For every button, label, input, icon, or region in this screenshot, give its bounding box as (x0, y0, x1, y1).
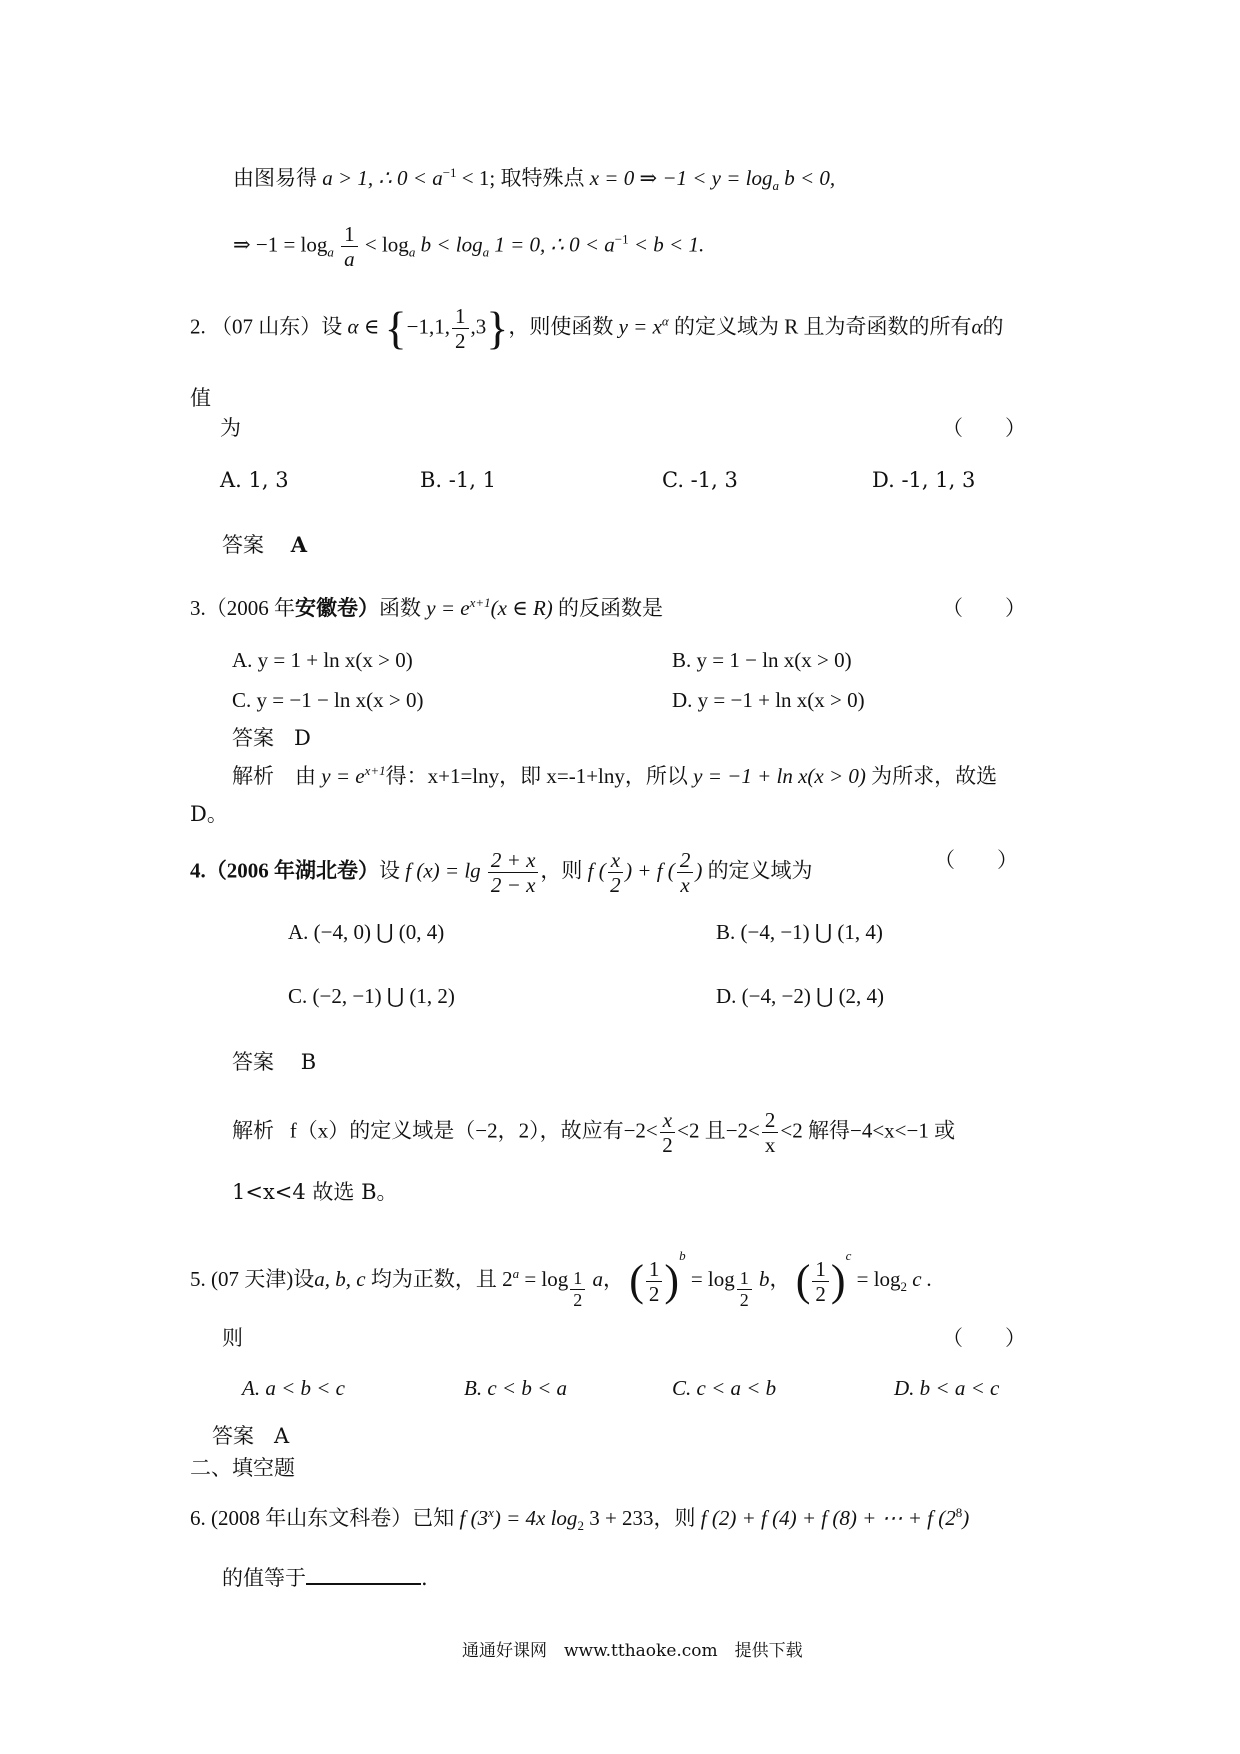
question-2-option-a: A. 1, 3 (220, 468, 289, 492)
log-base-one-half-1: $\frac{1}{2}$ (570, 1268, 585, 1310)
question-3-option-c: C. y = −1 − ln x(x > 0) (232, 688, 424, 712)
question-3-answer-paren: （ ） (942, 596, 1026, 620)
right-brace: } (486, 302, 509, 354)
fraction-2-over-x-analysis: $\frac{2}{x}$ (762, 1108, 779, 1157)
left-brace: { (384, 302, 407, 354)
question-4-answer-paren: （ ） (934, 848, 1018, 872)
question-2-answer-paren: （ ） (942, 416, 1026, 440)
question-4-answer: 答案 B (232, 1050, 317, 1074)
question-5-answer: 答案 A (212, 1424, 290, 1448)
page-footer: 通通好课网 www.tthaoke.com 提供下载 (462, 1641, 803, 1661)
question-2-option-b: B. -1, 1 (420, 468, 496, 492)
question-3-stem: 3.（2006 年安徽卷）函数 $y = e^{x+1}(x$ ∈ R) 的反函数是 (190, 595, 664, 620)
solution-line-1: 由图易得 a > 1, ∴ $0 < a^{-1} < 1$; 取特殊点 x = 0 ⇒ $-1 < y = \log_a b < 0$, (233, 165, 836, 194)
question-4-option-a: A. (−4, 0) ⋃ (0, 4) (288, 920, 445, 944)
question-5-answer-paren: （ ） (942, 1326, 1026, 1350)
question-5-option-a: A. a < b < c (242, 1376, 345, 1400)
fraction-2px-over-2mx: $\frac{2 + x}{2 - x}$ (488, 848, 539, 897)
question-4-analysis: 解析 f（x）的定义域是（−2，2），故应有−2< $\frac{x}{2}$ <2 且−2< $\frac{2}{x}$ <2 解得−4<x<−1 或 (232, 1108, 956, 1158)
question-3-analysis: 解析 由 $y = e^{x+1}$得：x+1=lny，即 x=-1+lny，所以 y = −1 + ln x(x > 0) 为所求，故选 (232, 763, 998, 788)
question-4-option-c: C. (−2, −1) ⋃ (1, 2) (288, 984, 455, 1008)
question-5-stem: 5. (07 天津)设a, b, c 均为正数，且 $2^a = \log$ $\frac{1}{2}$ a， ( $\frac{1}{2}$ )$^b$ = log $\frac{1}{2}$ b， ( $\frac{1}{2}$ )$^c = \log_2 c$ . (190, 1248, 933, 1310)
fraction-one-half: $\frac{1}{2}$ (452, 304, 469, 353)
fraction-2-over-x: $\frac{2}{x}$ (677, 848, 694, 897)
question-3-analysis-end: D。 (190, 802, 228, 826)
question-4-option-b: B. (−4, −1) ⋃ (1, 4) (716, 920, 883, 944)
question-2-answer: 答案 A (222, 532, 307, 557)
log-base-one-half-2: $\frac{1}{2}$ (737, 1268, 752, 1310)
fraction-one-half-c: $\frac{1}{2}$ (812, 1257, 829, 1306)
question-2-option-c: C. -1, 3 (662, 468, 738, 492)
question-5-line-2: 则 (222, 1326, 243, 1350)
question-5-option-d: D. b < a < c (894, 1376, 1000, 1400)
question-4-stem: 4.（2006 年湖北卷）设 f (x) = lg $\frac{2 + x}{2 - x}$ ，则 f ( $\frac{x}{2}$ ) + f ( $\frac{2}{x}$ ) 的定义域为 (190, 848, 813, 898)
question-5-option-c: C. c < a < b (672, 1376, 777, 1400)
question-3-answer: 答案 D (232, 726, 311, 750)
question-2-stem: 2. （07 山东）设 α ∈ {−1,1, $\frac{1}{2}$ ,3}，则使函数 $y = x^\alpha$ 的定义域为 R 且为奇函数的所有α的 (190, 302, 1004, 354)
question-3-option-d: D. y = −1 + ln x(x > 0) (672, 688, 865, 712)
fraction-x-over-2: $\frac{x}{2}$ (608, 848, 623, 897)
solution-line-2: ⇒ $-1 = \log_a$ $\frac{1}{a}$ < $\log_a b < \log_a 1 = 0$, ∴ $0 < a^{-1} < b < 1$. (233, 222, 705, 272)
question-3-option-b: B. y = 1 − ln x(x > 0) (672, 648, 852, 672)
fraction-one-over-a: $\frac{1}{a}$ (341, 222, 358, 271)
question-6-line-2: 的值等于 . (222, 1566, 428, 1590)
question-3-option-a: A. y = 1 + ln x(x > 0) (232, 648, 413, 672)
question-5-option-b: B. c < b < a (464, 1376, 567, 1400)
answer-blank[interactable] (306, 1583, 421, 1585)
fraction-one-half-b: $\frac{1}{2}$ (646, 1257, 663, 1306)
question-6-stem: 6. (2008 年山东文科卷）已知 f $(3^x) = 4x$ $\log_2 3 + 233$，则 f (2) + f (4) + f (8) + ⋯ + f $(2^8)$ (190, 1505, 970, 1534)
section-heading-fill-in: 二、填空题 (190, 1456, 295, 1480)
question-2-line-2: 值 (190, 386, 211, 410)
question-2-option-d: D. -1, 1, 3 (872, 468, 976, 492)
question-4-analysis-end: 1<x<4 故选 B。 (232, 1180, 398, 1204)
question-2-line-3: 为 (220, 416, 241, 440)
question-4-option-d: D. (−4, −2) ⋃ (2, 4) (716, 984, 885, 1008)
fraction-x-over-2-analysis: $\frac{x}{2}$ (660, 1108, 675, 1157)
